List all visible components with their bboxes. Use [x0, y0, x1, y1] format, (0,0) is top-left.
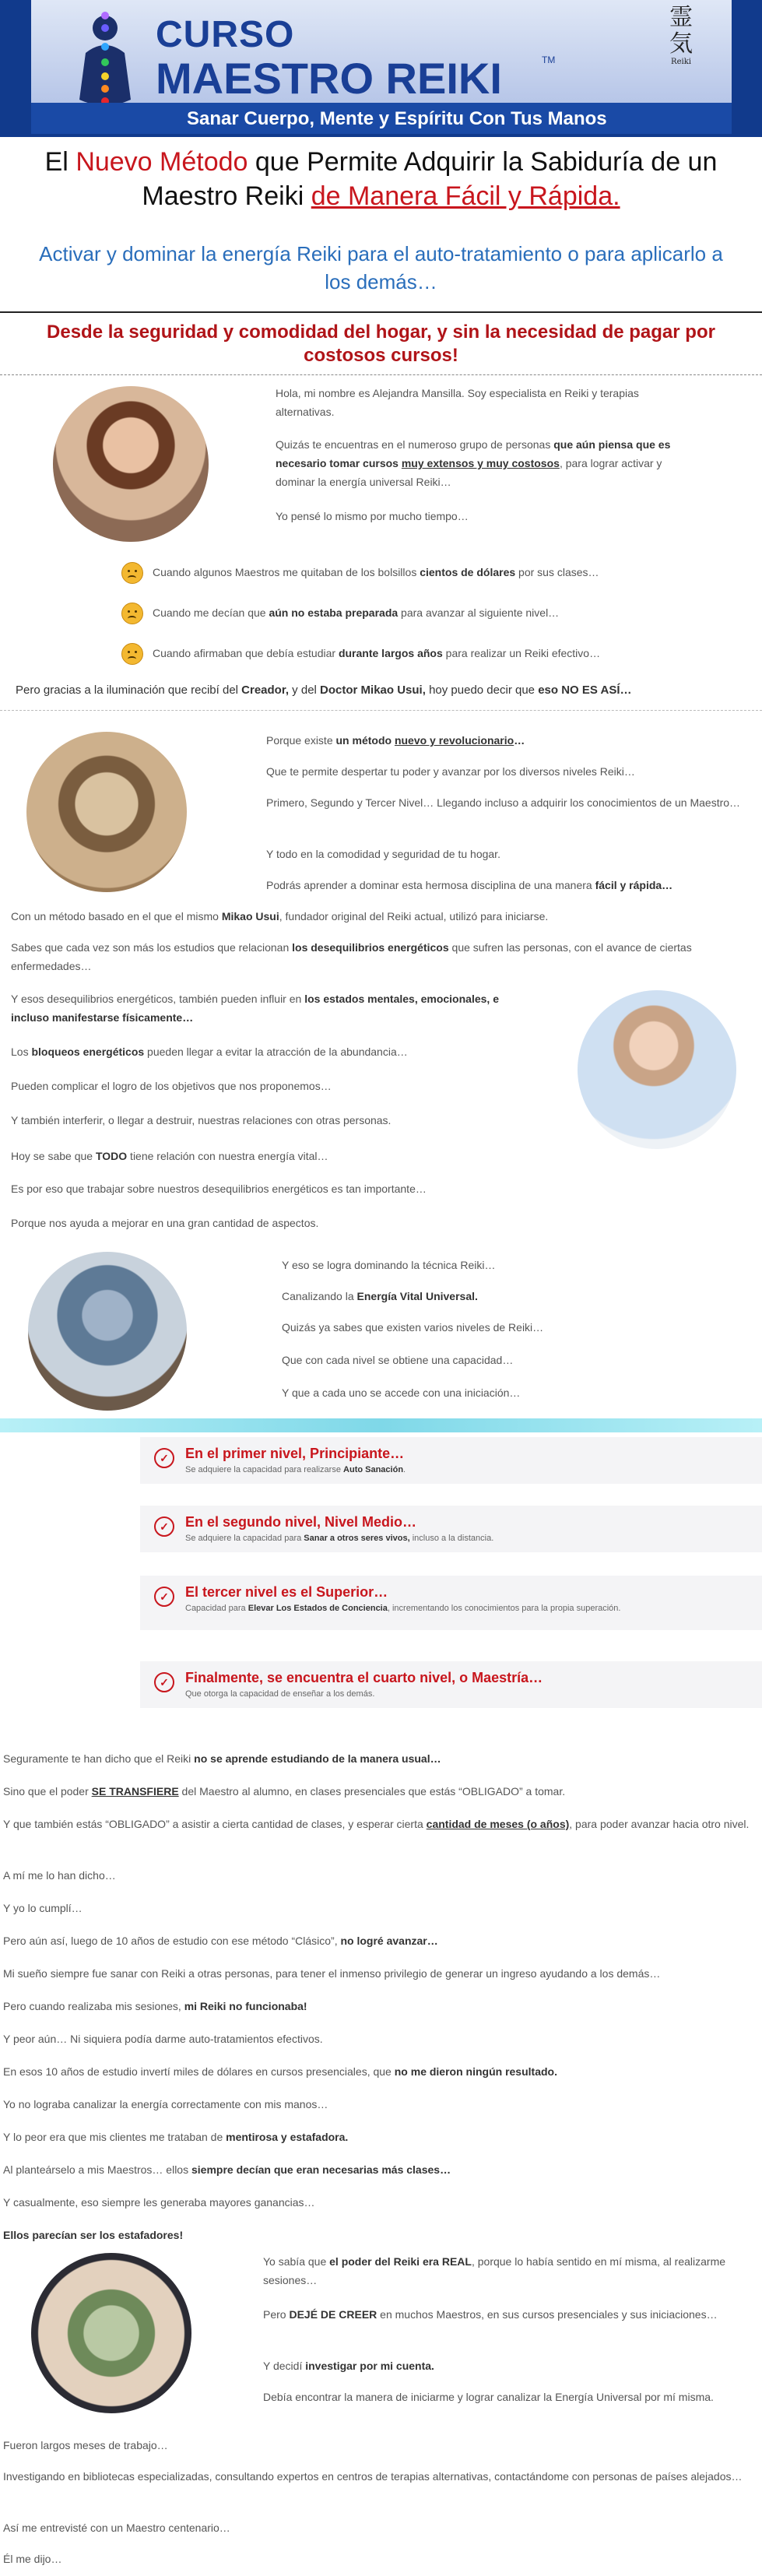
level-title: El tercer nivel es el Superior…: [185, 1584, 388, 1600]
text-bold: Creador,: [241, 684, 290, 697]
story-line: [3, 2128, 750, 2147]
usui-p4: Y todo en la comodidad y seguridad de tu hogar.: [266, 848, 500, 860]
headline-highlight: Nuevo Método: [75, 147, 248, 177]
level-card: [140, 1437, 762, 1484]
text-bold: un método: [335, 734, 395, 747]
notice-headline: Desde la seguridad y comodidad del hogar, y sin la necesidad de pagar por costosos cursos!: [47, 322, 715, 366]
story-line: Y casualmente, eso siempre les generaba mayores ganancias…: [3, 2196, 315, 2209]
text: , incrementando los conocimientos para la propia superación.: [387, 1604, 621, 1613]
reiki-kanji-logo: [646, 5, 716, 100]
ending-p1: Fueron largos meses de trabajo…: [3, 2439, 168, 2451]
text: hoy puedo decir que: [425, 684, 539, 697]
text: incluso a la distancia.: [409, 1534, 494, 1543]
thanks-paragraph: [16, 680, 747, 701]
story-line: [3, 1932, 750, 1951]
level-title: Finalmente, se encuentra el cuarto nivel, o Maestría…: [185, 1670, 543, 1685]
text-bold: Ellos parecían ser los estafadores!: [3, 2229, 184, 2241]
sad-point: [153, 645, 697, 663]
story-line: A mí me lo han dicho…: [3, 1869, 116, 1882]
divider: [0, 311, 762, 313]
text: Los: [11, 1046, 32, 1058]
banner-subtitle: Sanar Cuerpo, Mente y Espíritu Con Tus Manos: [187, 108, 607, 129]
text-bold: Sanar a otros seres vivos,: [304, 1534, 410, 1543]
text: pueden llegar a evitar la atracción de la abundancia…: [144, 1046, 408, 1058]
text-underlined: nuevo y revolucionario: [394, 734, 514, 747]
text-bold: el poder del Reiki era REAL: [329, 2255, 472, 2268]
text: del Maestro al alumno, en clases presenciales que estás “OBLIGADO” a tomar.: [178, 1785, 566, 1798]
vital-p1: Y eso se logra dominando la técnica Reiki…: [282, 1259, 496, 1271]
text: Quizás te encuentras en el numeroso grupo de personas: [276, 438, 554, 451]
headline-highlight-underlined: de Manera Fácil y Rápida.: [311, 181, 620, 211]
text-bold: eso NO ES ASÍ…: [538, 684, 632, 697]
vital-p5: Y que a cada uno se accede con una iniciación…: [282, 1386, 521, 1399]
text: , fundador original del Reiki actual, utilizó para iniciarse.: [279, 910, 549, 923]
story-line: [3, 1783, 750, 1801]
text: Y lo peor era que mis clientes me trataban de: [3, 2131, 226, 2143]
text-bold: …: [514, 734, 525, 747]
level-title: En el segundo nivel, Nivel Medio…: [185, 1514, 417, 1530]
text: Canalizando la: [282, 1290, 357, 1302]
text: Seguramente te han dicho que el Reiki: [3, 1752, 195, 1765]
ending-p2: Investigando en bibliotecas especializadas, consultando expertos en centros de terapias alternativas, contactándome con personas de países alejados…: [3, 2470, 743, 2483]
text-underlined: SE TRANSFIERE: [91, 1785, 179, 1798]
text-bold: no logré avanzar…: [340, 1935, 438, 1947]
text-bold: durante largos años: [338, 647, 443, 659]
text-bold: mentirosa y estafadora.: [226, 2131, 349, 2143]
text: En esos 10 años de estudio invertí miles de dólares en cursos presenciales, que: [3, 2065, 395, 2078]
trademark-mark: TM: [542, 54, 556, 65]
money-p3: [263, 2357, 730, 2376]
text-bold: no me dieron ningún resultado.: [394, 2065, 557, 2078]
intro-p1: Hola, mi nombre es Alejandra Mansilla. Soy especialista en Reiki y terapias alternativas.: [276, 387, 639, 418]
decorative-band: [0, 1418, 762, 1432]
headline-part: que Permite Adquirir la Sabiduría de un Maestro Reiki: [142, 147, 718, 211]
reiki-session-photo: [28, 1252, 187, 1411]
text: para realizar un Reiki efectivo…: [442, 647, 601, 659]
text: Se adquiere la capacidad para realizarse: [185, 1465, 344, 1474]
text: Cuando algunos Maestros me quitaban de los bolsillos: [153, 566, 420, 578]
story-line: [3, 2161, 750, 2180]
stressed-woman-photo: [578, 990, 736, 1149]
check-icon: ✓: [154, 1516, 174, 1537]
sad-face-icon: [121, 562, 143, 584]
sad-face-icon: [121, 603, 143, 624]
story-line: Yo no lograba canalizar la energía correctamente con mis manos…: [3, 2098, 328, 2110]
level-desc: [185, 1602, 621, 1615]
sad-point: [153, 564, 697, 582]
header-banner: [0, 0, 762, 137]
text-underlined: muy extensos y muy costosos: [401, 456, 560, 469]
kanji-ki: 気: [669, 30, 693, 58]
mikao-usui-photo: [26, 732, 187, 892]
story-line: Y yo lo cumplí…: [3, 1902, 83, 1914]
text-bold: los desequilibrios energéticos: [292, 941, 449, 954]
level-desc: [185, 1464, 406, 1477]
level-card: [140, 1506, 762, 1552]
level-desc: Que otorga la capacidad de enseñar a los demás.: [185, 1689, 375, 1699]
ending-p3: Así me entrevisté con un Maestro centenario…: [3, 2522, 230, 2534]
text-bold: siempre decían que eran necesarias más clases…: [191, 2163, 451, 2176]
method-paragraph: [11, 908, 750, 926]
text: por sus clases…: [515, 566, 599, 578]
vital-p4: Que con cada nivel se obtiene una capacidad…: [282, 1354, 514, 1366]
headline-part: El: [44, 147, 76, 177]
blocks-p6: Es por eso que trabajar sobre nuestros desequilibrios energéticos es tan importante…: [11, 1183, 427, 1195]
text: Con un método basado en el que el mismo: [11, 910, 222, 923]
intro-p2: [276, 436, 696, 491]
story-line: [3, 2226, 750, 2245]
money-hands-photo: [31, 2253, 191, 2413]
text: Pero gracias a la iluminación que recibí del: [16, 684, 242, 697]
text: Pero aún así, luego de 10 años de estudio con ese método “Clásico”,: [3, 1935, 341, 1947]
text: , para lograr activar y dominar la energía universal Reiki…: [276, 456, 662, 488]
money-p2: [263, 2306, 730, 2325]
banner-title-maestro: MAESTRO REIKI: [156, 54, 502, 103]
kanji-rei: 霊: [669, 4, 693, 31]
vital-p2: [282, 1288, 718, 1306]
main-headline: [16, 145, 746, 213]
text: , para poder avanzar hacia otro nivel.: [569, 1818, 750, 1830]
text: y del: [289, 684, 321, 697]
text: Y esos desequilibrios energéticos, también pueden influir en: [11, 993, 305, 1005]
story-line: [3, 1750, 750, 1769]
text: para avanzar al siguiente nivel…: [398, 606, 560, 619]
text: tiene relación con nuestra energía vital…: [127, 1150, 328, 1162]
text-bold: Auto Sanación: [343, 1465, 404, 1474]
usui-p3: Primero, Segundo y Tercer Nivel… Llegando incluso a adquirir los conocimientos de un Maestro…: [266, 796, 741, 809]
story-line: Mi sueño siempre fue sanar con Reiki a otras personas, para tener el inmenso privilegio de generar un ingreso ayudando a los demás…: [3, 1967, 661, 1980]
check-icon: ✓: [154, 1587, 174, 1607]
money-p4: Debía encontrar la manera de iniciarme y lograr canalizar la Energía Universal por mí misma.: [263, 2391, 714, 2403]
text: Y decidí: [263, 2360, 306, 2372]
text: .: [403, 1465, 406, 1474]
story-line: [3, 2063, 750, 2082]
text-bold: DEJÉ DE CREER: [289, 2308, 377, 2321]
level-card: [140, 1661, 762, 1708]
intro-p3: Yo pensé lo mismo por mucho tiempo…: [276, 510, 469, 522]
text: Se adquiere la capacidad para: [185, 1534, 304, 1543]
text: que sufren las personas, con el avance de ciertas enfermedades…: [11, 941, 692, 972]
sad-face-icon: [121, 643, 143, 665]
banner-title-curso: CURSO: [156, 14, 295, 55]
text-bold: Elevar Los Estados de Conciencia: [248, 1604, 388, 1613]
usui-p5: [266, 877, 749, 895]
level-desc: [185, 1532, 493, 1545]
divider-dashed: [0, 374, 762, 375]
text: Cuando afirmaban que debía estudiar: [153, 647, 339, 659]
text-bold: mi Reiki no funcionaba!: [184, 2000, 307, 2012]
text-bold: Doctor Mikao Usui,: [320, 684, 426, 697]
text-bold: Mikao Usui: [221, 910, 279, 923]
text: Pero cuando realizaba mis sesiones,: [3, 2000, 184, 2012]
text-bold: los estados mentales, emocionales, e incluso manifestarse físicamente…: [11, 993, 499, 1024]
check-icon: ✓: [154, 1448, 174, 1468]
text-bold: bloqueos energéticos: [31, 1046, 145, 1058]
text: Porque existe: [266, 734, 336, 747]
text: Cuando me decían que: [153, 606, 269, 619]
text: Y que también estás “OBLIGADO” a asistir a cierta cantidad de clases, y esperar cierta: [3, 1818, 427, 1830]
text-underlined: cantidad de meses (o años): [426, 1818, 570, 1830]
vital-p3: Quizás ya sabes que existen varios niveles de Reiki…: [282, 1321, 544, 1334]
story-line: [3, 1815, 750, 1834]
blocks-p5: [11, 1147, 556, 1166]
text: Sabes que cada vez son más los estudios que relacionan: [11, 941, 293, 954]
kanji-caption: Reiki: [671, 58, 691, 66]
level-card: [140, 1576, 762, 1630]
blocks-p7: Porque nos ayuda a mejorar en una gran cantidad de aspectos.: [11, 1217, 319, 1229]
check-icon: ✓: [154, 1672, 174, 1692]
text: Yo sabía que: [263, 2255, 330, 2268]
blocks-p4: Y también interferir, o llegar a destruir, nuestras relaciones con otras personas.: [11, 1114, 392, 1126]
text: Pero: [263, 2308, 290, 2321]
subheadline: Activar y dominar la energía Reiki para el auto-tratamiento o para aplicarlo a los demás…: [39, 242, 723, 293]
blocks-p2: [11, 1043, 556, 1062]
text: , porque lo había sentido en mí misma, al realizarme sesiones…: [263, 2255, 726, 2286]
ending-p4: Él me dijo…: [3, 2553, 62, 2565]
story-line: [3, 1998, 750, 2016]
usui-p1: [266, 732, 749, 750]
studies-paragraph: [11, 939, 750, 976]
text: Podrás aprender a dominar esta hermosa disciplina de una manera: [266, 879, 595, 891]
text: Capacidad para: [185, 1604, 248, 1613]
text: en muchos Maestros, en sus cursos presenciales y sus iniciaciones…: [377, 2308, 718, 2321]
text-bold: TODO: [95, 1150, 128, 1162]
text-bold: investigar por mi cuenta.: [305, 2360, 434, 2372]
money-p1: [263, 2253, 730, 2290]
text-bold: Energía Vital Universal.: [356, 1290, 478, 1302]
story-line: Y peor aún… Ni siquiera podía darme auto-tratamientos efectivos.: [3, 2033, 323, 2045]
text-bold: no se aprende estudiando de la manera usual…: [194, 1752, 441, 1765]
usui-p2: Que te permite despertar tu poder y avanzar por los diversos niveles Reiki…: [266, 765, 635, 778]
author-photo: [53, 386, 209, 542]
divider-dashed: [0, 710, 762, 711]
text: Sino que el poder: [3, 1785, 92, 1798]
level-title: En el primer nivel, Principiante…: [185, 1446, 405, 1461]
text-bold: aún no estaba preparada: [269, 606, 399, 619]
text: Al planteárselo a mis Maestros… ellos: [3, 2163, 191, 2176]
blocks-p3: Pueden complicar el logro de los objetivos que nos proponemos…: [11, 1080, 332, 1092]
blocks-p1: [11, 990, 525, 1028]
sad-point: [153, 604, 697, 623]
text: Hoy se sabe que: [11, 1150, 96, 1162]
text-bold: fácil y rápida…: [595, 879, 673, 891]
text-bold: cientos de dólares: [420, 566, 516, 578]
text-bold: que aún piensa que es necesario tomar cursos: [276, 438, 671, 469]
